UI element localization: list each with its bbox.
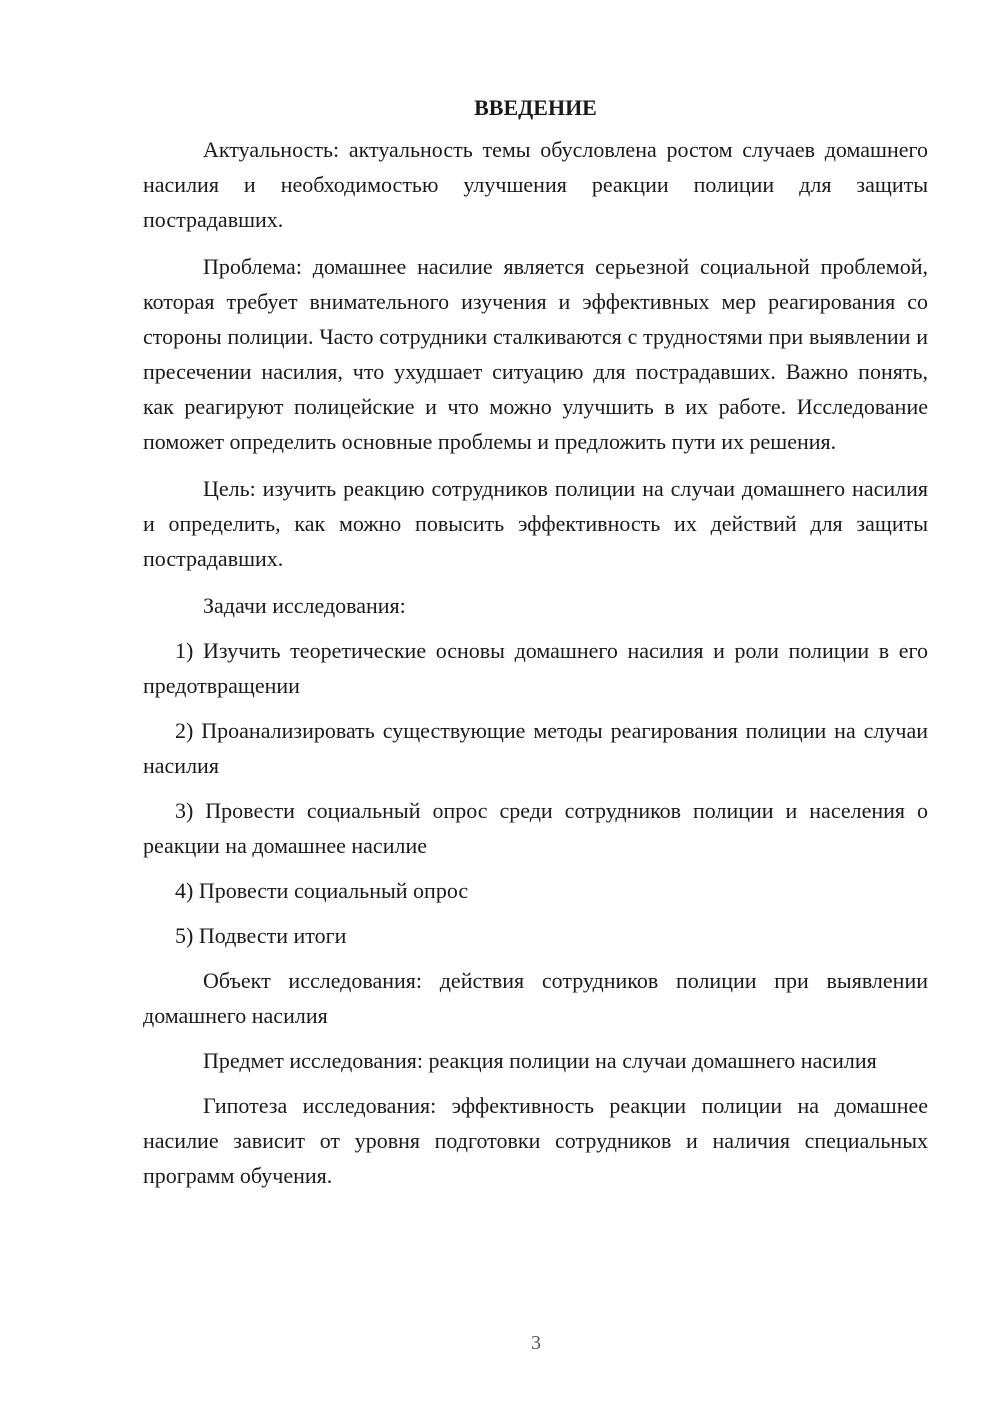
problem-paragraph: Проблема: домашнее насилие является серьезной социальной проблемой, которая требует внимательного изучения и эффективных мер реагирования со стороны полиции. Часто сотрудники сталкиваются с трудностями при выявлении и пресечении насилия, что ухудшает ситуацию для пострадавших. Важно понять, как реагируют полицейские и что можно улучшить в их работе. Исследование поможет определить основные проблемы и предложить пути их решения. [143, 254, 928, 454]
subject-paragraph: Предмет исследования: реакция полиции на случаи домашнего насилия [203, 1048, 877, 1073]
section-title: ВВЕДЕНИЕ [474, 95, 597, 120]
tasks-heading: Задачи исследования: [203, 593, 406, 618]
task-item-4: 4) Провести социальный опрос [175, 878, 469, 903]
relevance-paragraph: Актуальность: актуальность темы обусловлена ростом случаев домашнего насилия и необходимостью улучшения реакции полиции для защиты пострадавших. [143, 137, 928, 232]
task-item-5: 5) Подвести итоги [175, 923, 347, 948]
document-page [143, 92, 928, 1193]
task-item-2: 2) Проанализировать существующие методы реагирования полиции на случаи насилия [143, 718, 928, 778]
goal-paragraph: Цель: изучить реакцию сотрудников полиции на случаи домашнего насилия и определить, как можно повысить эффективность их действий для защиты пострадавших. [143, 476, 928, 571]
hypothesis-paragraph: Гипотеза исследования: эффективность реакции полиции на домашнее насилие зависит от уровня подготовки сотрудников и наличия специальных программ обучения. [143, 1093, 928, 1188]
object-paragraph: Объект исследования: действия сотрудников полиции при выявлении домашнего насилия [143, 968, 928, 1028]
page-number: 3 [531, 1332, 541, 1354]
task-item-3: 3) Провести социальный опрос среди сотрудников полиции и населения о реакции на домашнее насилие [143, 798, 928, 858]
task-item-1: 1) Изучить теоретические основы домашнего насилия и роли полиции в его предотвращении [143, 638, 928, 698]
